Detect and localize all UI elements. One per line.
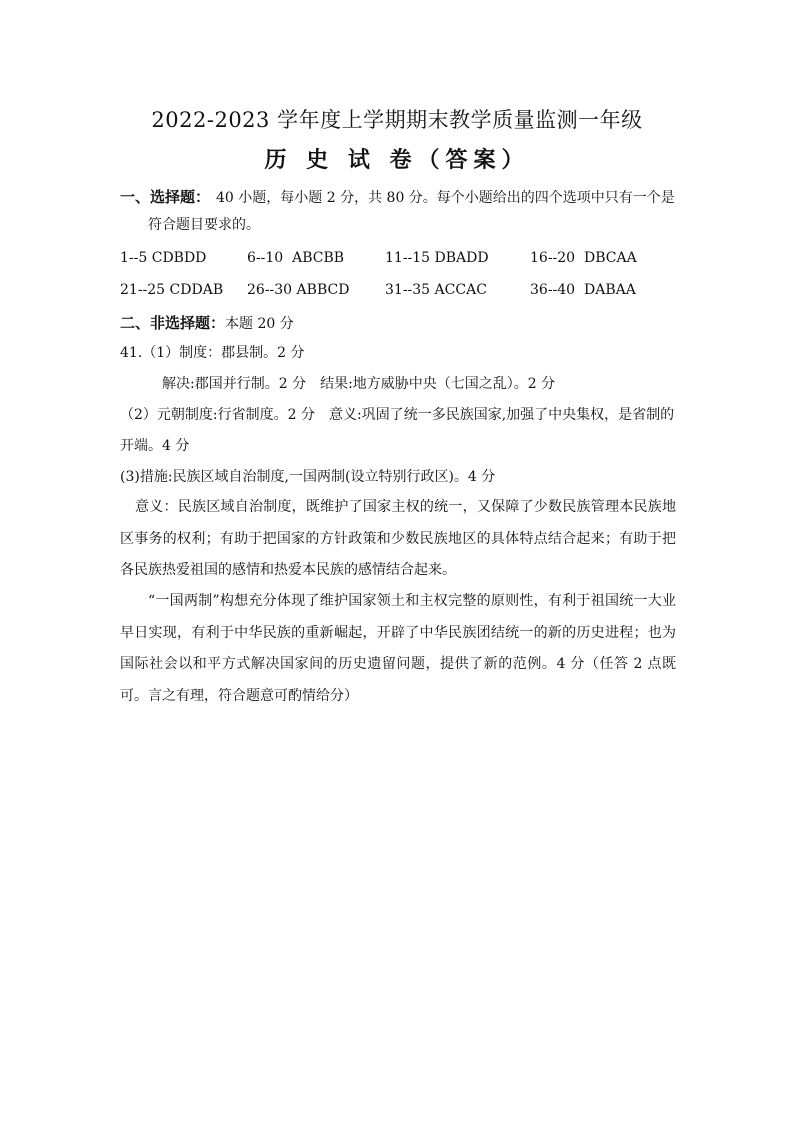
answer-range: 11--15 [385,250,431,266]
q41-part3: (3)措施:民族区域自治制度,一国两制(设立特别行政区)。4 分 [120,469,496,485]
q41-part3-significance-1: 意义：民族区域自治制度，既维护了国家主权的统一，又保障了少数民族管理本民族地区事务的权利；有助于把国家的方针政策和少数民族地区的具体特点结合起来；有助于把各民族热爱祖国的感情和热爱本民族的感情结合起来。 [120,499,676,578]
answer-value: ABBCD [296,282,350,298]
document-subtitle: 历 史 试 卷（答案） [264,147,530,173]
answer-value: ACCAC [434,282,487,298]
answer-range: 31--35 [385,282,431,298]
answer-range: 26--30 [247,282,293,298]
answer-value: DBADD [434,250,489,266]
answer-group [530,280,636,300]
q41-part3-significance-2: “一国两制”构想充分体现了维护国家领土和主权完整的原则性，有利于祖国统一大业早日实现，有利于中华民族的重新崛起，开辟了中华民族团结统一的新的历史进程；也为国际社会以和平方式解决国家间的历史遗留问题，提供了新的范例。4 分（任答 2 点既可。言之有理，符合题意可酌情给分） [120,593,676,704]
section1-desc: 40 小题，每小题 2 分，共 80 分。每个小题给出的四个选项中只有一个是 [216,190,675,206]
answer-value: CDBDD [151,250,207,266]
document-title: 2022-2023 学年度上学期期末教学质量监测一年级 [151,108,643,132]
answer-group [530,248,637,268]
q41-part2: （2）元朝制度:行省制度。2 分 意义:巩固了统一多民族国家,加强了中央集权，是省制的 [120,407,675,423]
answer-value: CDDAB [169,282,224,298]
section2-heading [120,313,294,334]
answer-range: 21--25 [120,282,166,298]
q41-part1-cont: 解决:郡国并行制。2 分 结果:地方威胁中央（七国之乱）。2 分 [162,376,556,392]
answer-value: ABCBB [292,250,345,266]
answer-range: 36--40 [530,282,576,298]
answer-range: 1--5 [120,250,148,266]
answer-range: 16--20 [530,250,576,266]
answer-group [120,248,206,268]
answer-range: 6--10 [247,250,284,266]
section2-label: 二、非选择题： [120,314,226,332]
section1-label: 一、选择题： [120,188,211,206]
answer-value: DABAA [584,282,636,298]
q41-part1: 41.（1）制度：郡县制。2 分 [120,345,305,361]
answer-group [247,248,344,268]
section1-desc-cont: 符合题目要求的。 [148,217,260,233]
answer-group [385,280,487,300]
section1-heading [120,187,675,208]
section2-desc: 本题 20 分 [225,316,294,332]
answer-value: DBCAA [584,250,637,266]
q41-part2-cont: 开端。4 分 [120,438,190,454]
answer-group [120,280,223,300]
answer-group [247,280,349,300]
answer-group [385,248,489,268]
